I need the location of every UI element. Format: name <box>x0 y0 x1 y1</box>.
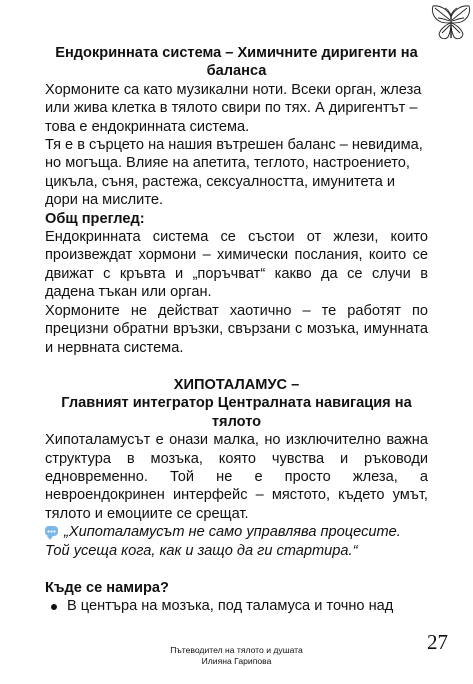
footer-author: Илияна Гарипова <box>201 656 272 666</box>
paragraph: Хормоните са като музикални ноти. Всеки орган, жлеза или жива клетка в тялото свири по тях. А диригентът – това е ендокринната система. <box>45 81 422 135</box>
paragraph: Хормоните не действат хаотично – те работят по прецизни обратни връзки, свързани с мозъка, имунната и нервната система. <box>45 302 428 356</box>
paragraph: Ендокринната система се състои от жлези, които произвеждат хормони – химически послания, които се движат с кръвта и „поръчват“ какво да се случи в дадена тъкан или орган. <box>45 229 428 301</box>
page-number: 27 <box>427 630 448 654</box>
page-footer <box>0 645 473 667</box>
speech-bubble-icon <box>45 526 58 536</box>
spacer <box>45 560 428 579</box>
spacer <box>45 357 428 376</box>
quote <box>45 523 428 560</box>
section-title-hypothalamus: ХИПОТАЛАМУС – <box>173 376 300 393</box>
paragraph: Хипоталамусът е онази малка, но изключително важна структура в мозъка, която чувства и ръководи едновременно. Той не е просто жлеза, а невроендокринен интерфейс – мястото, където умът, тялото и емоциите се срещат. <box>45 432 428 522</box>
section-title-endocrine: Ендокринната система – Химичните диригенти на баланса <box>55 45 418 80</box>
bullet-list <box>45 597 428 615</box>
footer-book-title: Пътеводител на тялото и душата <box>170 645 303 655</box>
quote-text: „Хипоталамусът не само управлява процесите. Той усеща кога, как и защо да ги стартира.“ <box>45 524 401 559</box>
page-content <box>45 44 428 616</box>
location-heading: Къде се намира? <box>45 579 169 596</box>
list-item: В центъра на мозъка, под таламуса и точно над <box>45 597 428 615</box>
butterfly-icon <box>429 2 473 46</box>
section-subtitle-hypothalamus: Главният интегратор Централната навигация на тялото <box>61 395 412 430</box>
paragraph: Тя е в сърцето на нашия вътрешен баланс – невидима, но могъща. Влияе на апетита, теглото, настроението, цикъла, съня, растежа, сексуалността, имунитета и дори на мислите. <box>45 137 423 209</box>
overview-heading: Общ преглед: <box>45 210 145 227</box>
